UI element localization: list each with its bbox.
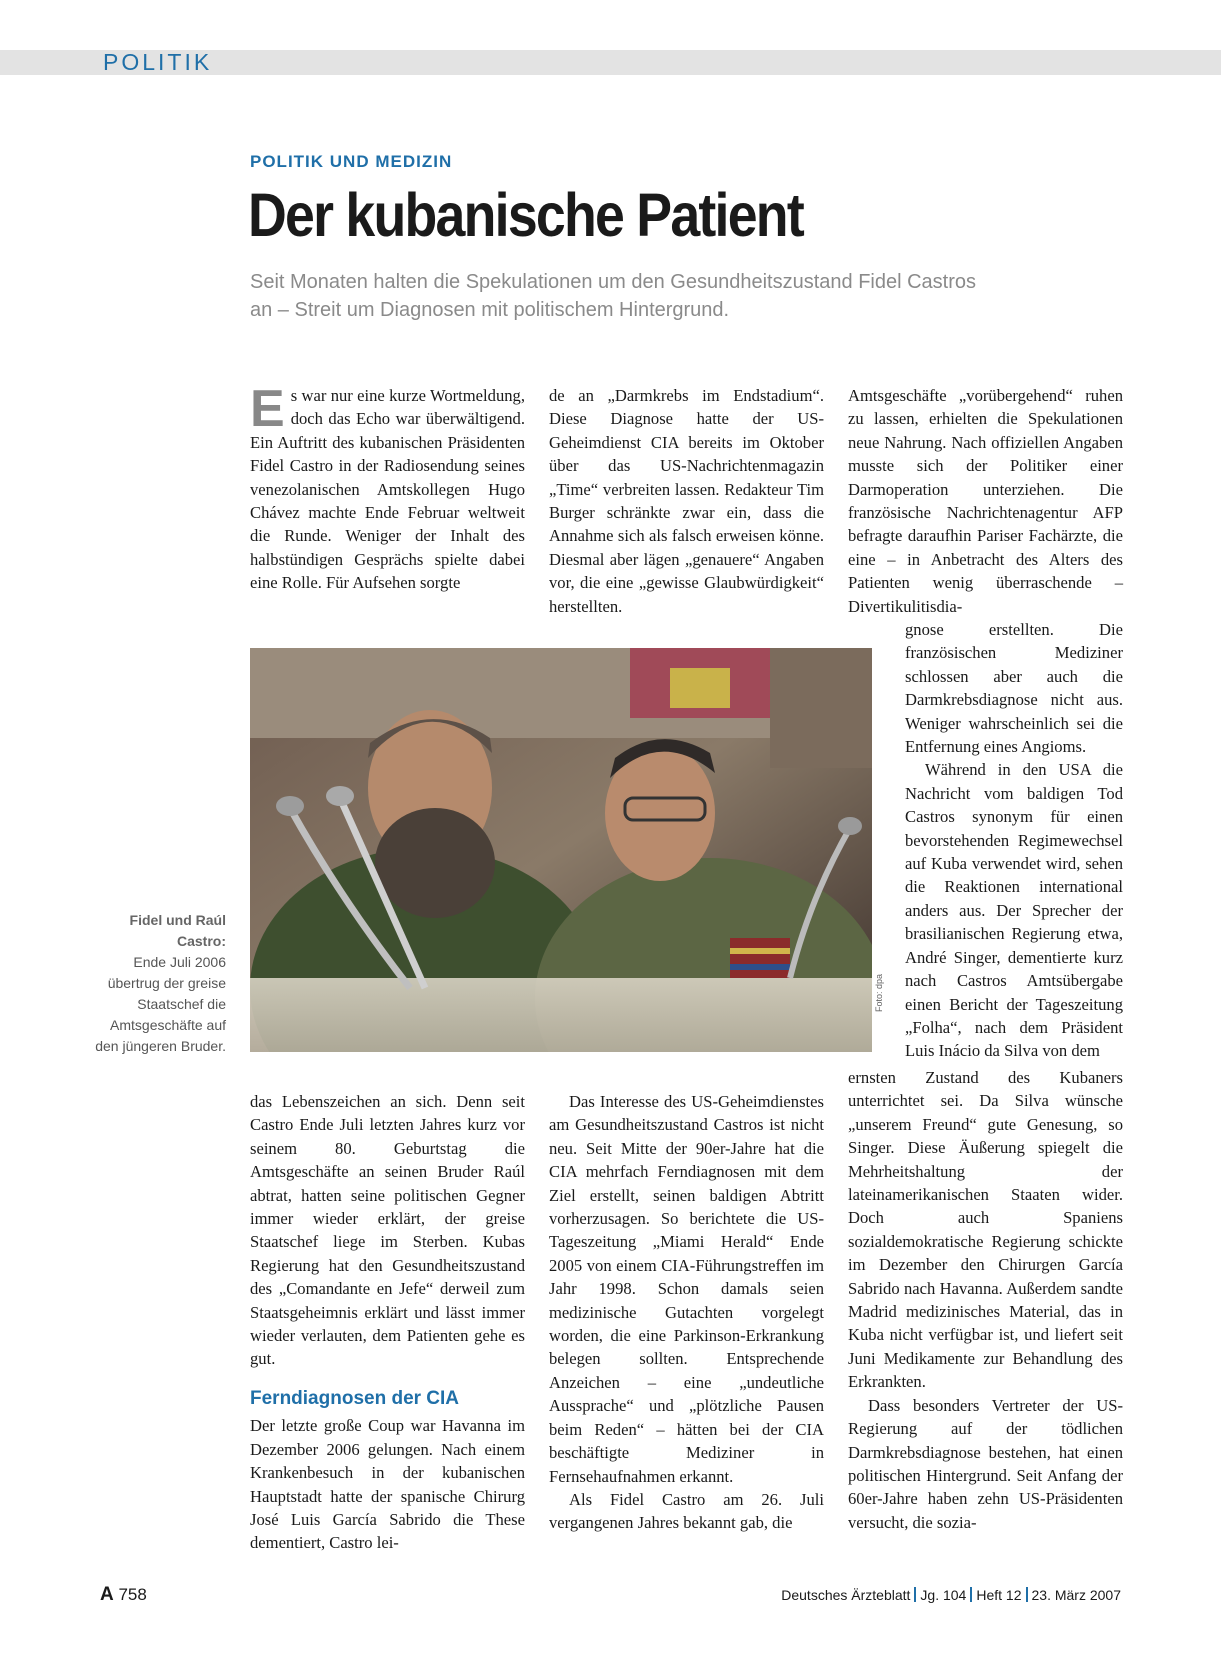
- section-label: POLITIK: [103, 49, 213, 75]
- article-kicker: POLITIK UND MEDIZIN: [250, 152, 453, 171]
- separator: [970, 1587, 972, 1602]
- separator: [914, 1587, 916, 1602]
- column-2-bottom: [549, 1090, 824, 1535]
- col3-top-text: Amtsgeschäfte „vorübergehend“ ruhen zu lassen, erhielten die Spekulationen neue Nahrung. Nach offiziellen Angaben musste sich der Politiker einer Darmoperation unterziehen. Die französische Nachrichtenagentur AFP befragte daraufhin Pariser Fachärzte, die eine – in Anbetracht des Alters des Patienten wenig überraschende – Divertikulitisdia-: [848, 386, 1123, 616]
- col3-bottom-a-text: ernsten Zustand des Kubaners unterrichtet sei. Da Silva wünsche „unserem Freund“ gute Genesung, so Singer. Diese Äußerung spiegelt die Mehrheitshaltung der lateinamerikanischen Staaten wider. Doch auch Spaniens sozialdemokratische Regierung schickte im Dezember den Chirurgen García Sabrido nach Havanna. Außerdem sandte Madrid medizinisches Material, das in Kuba nicht verfügbar ist, und liefert seit Juni Medikamente zur Behandlung des Erkrankten.: [848, 1068, 1123, 1392]
- article-subhead: Seit Monaten halten die Spekulationen um den Gesundheitszustand Fidel Castros an – Streit um Diagnosen mit politischem Hintergrund.: [250, 271, 977, 321]
- article-headline: Der kubanische Patient: [248, 181, 803, 249]
- col3-mid-b-text: Während in den USA die Nachricht vom baldigen Tod Castros synonym für einen bevorstehenden Regimewechsel auf Kuba verwendet wird, sehen die Reaktionen international anders aus. Der Sprecher der brasilianischen Regierung etwa, André Singer, dementierte kurz nach Castros Amtsübergabe einen Bericht der Tageszeitung „Folha“, nach dem Präsident Luis Inácio da Silva von dem: [905, 760, 1123, 1061]
- section-subheading: Ferndiagnosen der CIA: [250, 1387, 460, 1409]
- col2-top-text: de an „Darmkrebs im Endstadium“. Diese Diagnose hatte der US-Geheimdienst CIA bereits im Oktober über das US-Nachrichtenmagazin „Time“ verbreiten lassen. Redakteur Tim Burger schränkte zwar ein, dass die Annahme sich als falsch erweisen könne. Diesmal aber lägen „genauere“ Angaben vor, die eine „gewisse Glaubwürdigkeit“ herstellten.: [549, 386, 824, 616]
- col2-bottom-a-text: Das Interesse des US-Geheimdienstes am Gesundheitszustand Castros ist nicht neu. Seit Mitte der 90er-Jahre hat die CIA mehrfach Ferndiagnosen mit dem Ziel erstellt, seinen baldigen Abtritt vorherzusagen. So berichtete die US-Tageszeitung „Miami Herald“ Ende 2005 von einem CIA-Führungstreffen im Jahr 1998. Schon damals seien medizinische Gutachten vorgelegt worden, die eine Parkinson-Erkrankung belegen sollten. Entsprechende Anzeichen – eine „undeutliche Aussprache“ und „plötzliche Pausen beim Reden“ – hätten bei der CIA beschäftigte Mediziner in Fernsehaufnahmen erkannt.: [549, 1092, 824, 1486]
- photo-illustration: [250, 648, 872, 1052]
- column-3-bottom: [848, 1066, 1123, 1534]
- photo-credit: Foto: dpa: [874, 973, 884, 1012]
- journal-volume: Jg. 104: [920, 1587, 967, 1603]
- column-1-bottom: [250, 1090, 525, 1555]
- separator: [1026, 1587, 1028, 1602]
- page-number: [100, 1584, 147, 1606]
- journal-issue: Heft 12: [976, 1587, 1022, 1603]
- column-2-top: [549, 384, 824, 618]
- caption-title: Fidel und Raúl Castro:: [129, 912, 226, 949]
- photo-caption: [90, 910, 226, 1057]
- col1-top-text: s war nur eine kurze Wortmeldung, doch das Echo war überwältigend. Ein Auftritt des kubanischen Präsidenten Fidel Castro in der Radiosendung seines venezolanischen Amtskollegen Hugo Chávez machte Ende Februar weltweit die Runde. Weniger der Inhalt des halbstündigen Gesprächs spielte dabei eine Rolle. Für Aufsehen sorgte: [250, 386, 525, 593]
- column-3-middle: [905, 618, 1123, 1063]
- castro-photo: [250, 648, 872, 1052]
- column-3-top: [848, 384, 1123, 618]
- page-number-value: 758: [118, 1585, 147, 1604]
- journal-date: 23. März 2007: [1031, 1587, 1121, 1603]
- journal-name: Deutsches Ärzteblatt: [781, 1587, 911, 1603]
- journal-info: [781, 1587, 1121, 1603]
- col3-bottom-b-text: Dass besonders Vertreter der US-Regierung auf der tödlichen Darmkrebsdiagnose bestehen, hat einen politischen Hintergrund. Seit Anfang der 60er-Jahre haben zehn US-Präsidenten versucht, die sozia-: [848, 1395, 1123, 1532]
- col3-mid-a-text: gnose erstellten. Die französischen Mediziner schlossen aber auch die Darmkrebsdiagnose nicht aus. Weniger wahrscheinlich sei die Entfernung eines Angioms.: [905, 620, 1123, 757]
- col1-after-sub-text: Der letzte große Coup war Havanna im Dezember 2006 gelungen. Nach einem Krankenbesuch in der kubanischen Hauptstadt hatte der spanische Chirurg José Luis García Sabrido die These dementiert, Castro lei-: [250, 1416, 525, 1553]
- column-1-top: [250, 380, 525, 595]
- page-prefix: A: [100, 1584, 114, 1605]
- col1-bottom-text: das Lebenszeichen an sich. Denn seit Castro Ende Juli letzten Jahres kurz vor seinem 80. Geburtstag die Amtsgeschäfte an seinen Bruder Raúl abtrat, hatten seine politischen Gegner immer wieder erklärt, der greise Staatschef liege im Sterben. Kubas Regierung hat den Gesundheitszustand des „Comandante en Jefe“ derweil zum Staatsgeheimnis erklärt und lässt immer wieder verlauten, dem Patienten gehe es gut.: [250, 1092, 525, 1369]
- col2-bottom-b-text: Als Fidel Castro am 26. Juli vergangenen Jahres bekannt gab, die: [549, 1489, 824, 1533]
- drop-cap: E: [250, 380, 285, 438]
- caption-text: Ende Juli 2006 übertrug der greise Staatschef die Amtsgeschäfte auf den jüngeren Bruder.: [95, 954, 226, 1054]
